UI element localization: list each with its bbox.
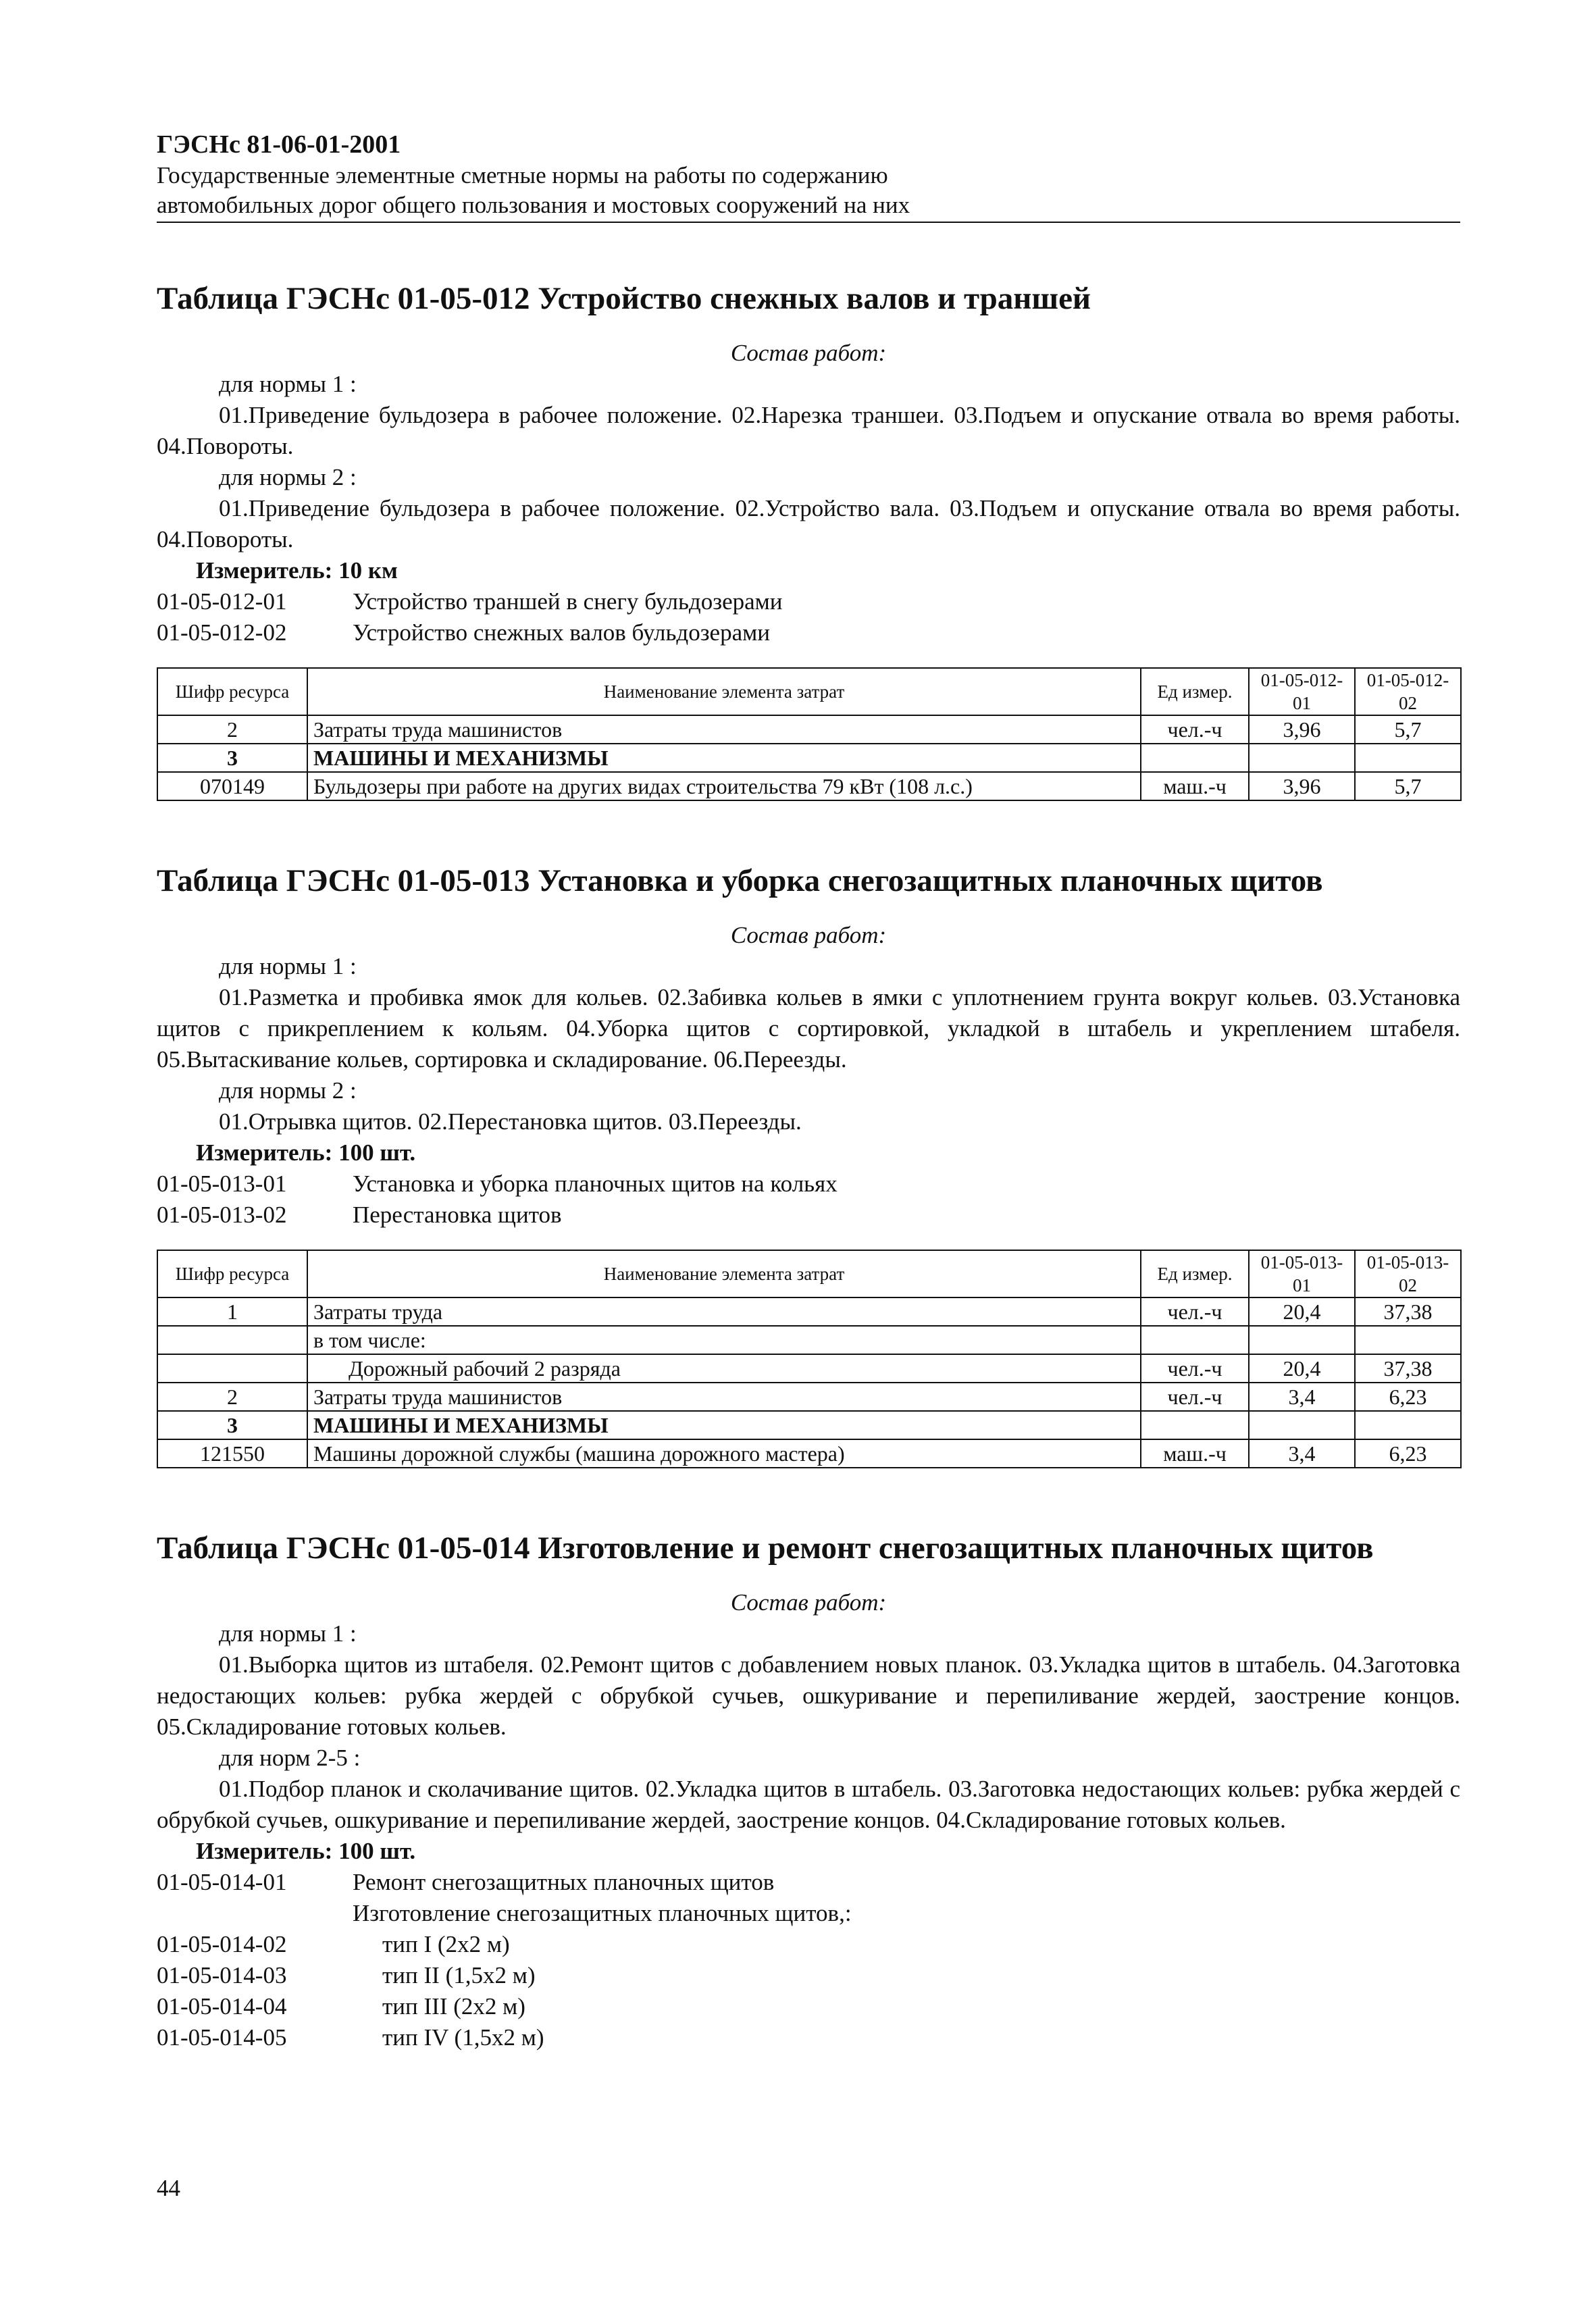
measure-unit: Измеритель: 100 шт. [196, 1838, 416, 1864]
work-composition-label: Состав работ: [730, 340, 887, 366]
table-cell: Бульдозеры при работе на других видах строительства 79 кВт (108 л.с.) [307, 772, 1141, 800]
table-cell [1141, 1326, 1249, 1354]
table-cell: 5,7 [1355, 715, 1461, 744]
table-row [157, 1411, 1461, 1439]
norm-code [157, 1898, 353, 1929]
table-cell: 20,4 [1249, 1354, 1355, 1383]
table-row [157, 744, 1461, 772]
header-line-1: Государственные элементные сметные нормы на работы по содержанию [157, 162, 888, 188]
norm-2-label: для нормы 2 : [219, 464, 357, 490]
norm-code-row [157, 1898, 1460, 1929]
measure-unit: Измеритель: 10 км [196, 557, 398, 584]
norm-code: 01-05-014-05 [157, 2024, 287, 2051]
table-cell: 37,38 [1355, 1297, 1461, 1326]
table-cell: маш.-ч [1141, 772, 1249, 800]
norm-1-label: для нормы 1 : [219, 953, 357, 979]
norm-code-row [157, 1960, 1460, 1991]
norm-description: Ремонт снегозащитных планочных щитов [353, 1869, 775, 1895]
norm-description: Установка и уборка планочных щитов на кольях [353, 1171, 838, 1197]
table-row [157, 1297, 1461, 1326]
norm-code: 01-05-014-02 [157, 1931, 287, 1957]
table-cell [1249, 744, 1355, 772]
norm-2-text: 01.Отрывка щитов. 02.Перестановка щитов. 03.Переезды. [219, 1108, 802, 1135]
table-cell [1141, 1411, 1249, 1439]
table-header-row [157, 668, 1461, 715]
norm-1-label: для нормы 1 : [219, 371, 357, 397]
document-code: ГЭСНс 81-06-01-2001 [157, 130, 401, 159]
table-cell: 2 [157, 715, 307, 744]
header-cell: 01-05-013-01 [1249, 1250, 1355, 1297]
resource-table [157, 1250, 1462, 1468]
table-cell [1355, 744, 1461, 772]
document-page [157, 128, 1460, 2053]
table-cell: 3,96 [1249, 772, 1355, 800]
norm-code: 01-05-012-02 [157, 619, 287, 646]
header-cell: Шифр ресурса [157, 1250, 307, 1297]
table-cell: 37,38 [1355, 1354, 1461, 1383]
table-cell: чел.-ч [1141, 1383, 1249, 1411]
table-row [157, 715, 1461, 744]
header-line-2: автомобильных дорог общего пользования и мостовых сооружений на них [157, 192, 910, 218]
document-header [157, 128, 1460, 223]
table-cell: 1 [157, 1297, 307, 1326]
norm-code-row [157, 1991, 1460, 2022]
resource-table [157, 667, 1462, 801]
header-cell: 01-05-012-01 [1249, 668, 1355, 715]
norm-code: 01-05-013-02 [157, 1202, 287, 1228]
header-cell: Ед измер. [1141, 1250, 1249, 1297]
norm-code: 01-05-014-03 [157, 1962, 287, 1988]
norm-code: 01-05-014-04 [157, 1993, 287, 2020]
section-01-05-013 [157, 860, 1460, 1468]
header-cell: 01-05-013-02 [1355, 1250, 1461, 1297]
norm-description: тип II (1,5x2 м) [382, 1962, 536, 1988]
section-01-05-014 [157, 1528, 1460, 2053]
table-cell: 070149 [157, 772, 307, 800]
table-cell: 6,23 [1355, 1439, 1461, 1468]
table-cell: чел.-ч [1141, 1297, 1249, 1326]
table-cell: чел.-ч [1141, 715, 1249, 744]
norm-description: Устройство траншей в снегу бульдозерами [353, 588, 783, 615]
header-divider [157, 222, 1460, 223]
section-title: Таблица ГЭСНс 01-05-014 Изготовление и ремонт снегозащитных планочных щитов [157, 1531, 1374, 1566]
norm-code-row [157, 1867, 1460, 1898]
norm-1-text: 01.Приведение бульдозера в рабочее положение. 02.Нарезка траншеи. 03.Подъем и опускание отвала во время работы. 04.Повороты. [157, 402, 1460, 459]
table-cell: 5,7 [1355, 772, 1461, 800]
norm-code-row [157, 586, 1460, 617]
norm-code: 01-05-014-01 [157, 1869, 287, 1895]
table-cell: 3,4 [1249, 1439, 1355, 1468]
table-cell: 3 [157, 744, 307, 772]
section-title: Таблица ГЭСНс 01-05-013 Установка и уборка снегозащитных планочных щитов [157, 863, 1323, 898]
norm-description: тип I (2x2 м) [382, 1931, 510, 1957]
table-cell: 20,4 [1249, 1297, 1355, 1326]
norm-code-row [157, 617, 1460, 648]
table-cell: Затраты труда машинистов [307, 715, 1141, 744]
norm-code: 01-05-012-01 [157, 588, 287, 615]
table-row [157, 1326, 1461, 1354]
measure-unit: Измеритель: 100 шт. [196, 1139, 416, 1166]
norm-description: Устройство снежных валов бульдозерами [353, 619, 771, 646]
work-composition-label: Состав работ: [730, 922, 887, 948]
page-number: 44 [157, 2175, 180, 2201]
table-cell: 2 [157, 1383, 307, 1411]
work-composition-label: Состав работ: [730, 1589, 887, 1616]
header-cell: 01-05-012-02 [1355, 668, 1461, 715]
header-cell: Ед измер. [1141, 668, 1249, 715]
table-row [157, 772, 1461, 800]
norm-description: тип IV (1,5x2 м) [382, 2024, 544, 2051]
norm-2-text: 01.Приведение бульдозера в рабочее положение. 02.Устройство вала. 03.Подъем и опускание отвала во время работы. 04.Повороты. [157, 495, 1460, 552]
table-cell [1355, 1411, 1461, 1439]
norm-1-text: 01.Разметка и пробивка ямок для кольев. 02.Забивка кольев в ямки с уплотнением грунта вокруг кольев. 03.Установка щитов с прикреплением к кольям. 04.Уборка щитов с сортировкой, укладкой в штабель и укреплением штабеля. 05.Вытаскивание кольев, сортировка и складирование. 06.Переезды. [157, 984, 1460, 1073]
table-cell: Машины дорожной службы (машина дорожного мастера) [307, 1439, 1141, 1468]
norm-code-row [157, 1929, 1460, 1960]
norm-2-label: для нормы 2 : [219, 1077, 357, 1104]
table-cell: Затраты труда машинистов [307, 1383, 1141, 1411]
table-cell [1141, 744, 1249, 772]
table-cell [1355, 1326, 1461, 1354]
table-cell [157, 1354, 307, 1383]
table-cell: МАШИНЫ И МЕХАНИЗМЫ [307, 1411, 1141, 1439]
norm-code-row [157, 1200, 1460, 1231]
table-cell: 3,96 [1249, 715, 1355, 744]
table-row [157, 1354, 1461, 1383]
table-header-row [157, 1250, 1461, 1297]
table-cell: маш.-ч [1141, 1439, 1249, 1468]
norm-code-row [157, 2022, 1460, 2053]
table-cell: 6,23 [1355, 1383, 1461, 1411]
table-cell [1249, 1326, 1355, 1354]
norm-description: Изготовление снегозащитных планочных щитов,: [353, 1900, 852, 1926]
norm-description: тип III (2x2 м) [382, 1993, 525, 2020]
norm-2-text: 01.Подбор планок и сколачивание щитов. 02.Укладка щитов в штабель. 03.Заготовка недостающих кольев: рубка жердей с обрубкой сучьев, ошкуривание и перепиливание жердей, заострение концов. 04.Складирование готовых кольев. [157, 1776, 1460, 1833]
norm-code: 01-05-013-01 [157, 1171, 287, 1197]
table-cell: чел.-ч [1141, 1354, 1249, 1383]
norm-1-text: 01.Выборка щитов из штабеля. 02.Ремонт щитов с добавлением новых планок. 03.Укладка щитов в штабель. 04.Заготовка недостающих кольев: рубка жердей с обрубкой сучьев, ошкуривание и перепиливание жердей, заострение концов. 05.Складирование готовых кольев. [157, 1651, 1460, 1740]
table-row [157, 1439, 1461, 1468]
header-cell: Наименование элемента затрат [307, 1250, 1141, 1297]
header-cell: Наименование элемента затрат [307, 668, 1141, 715]
section-title: Таблица ГЭСНс 01-05-012 Устройство снежных валов и траншей [157, 281, 1091, 316]
header-cell: Шифр ресурса [157, 668, 307, 715]
table-cell: 3,4 [1249, 1383, 1355, 1411]
table-cell: 121550 [157, 1439, 307, 1468]
table-cell: в том числе: [307, 1326, 1141, 1354]
table-cell [157, 1326, 307, 1354]
table-row [157, 1383, 1461, 1411]
norm-description: Перестановка щитов [353, 1202, 562, 1228]
section-01-05-012 [157, 278, 1460, 801]
table-cell: Дорожный рабочий 2 разряда [307, 1354, 1141, 1383]
norm-code-row [157, 1168, 1460, 1200]
table-cell: Затраты труда [307, 1297, 1141, 1326]
table-cell: МАШИНЫ И МЕХАНИЗМЫ [307, 744, 1141, 772]
norm-2-label: для норм 2-5 : [219, 1745, 361, 1771]
table-cell [1249, 1411, 1355, 1439]
norm-1-label: для нормы 1 : [219, 1620, 357, 1647]
table-cell: 3 [157, 1411, 307, 1439]
